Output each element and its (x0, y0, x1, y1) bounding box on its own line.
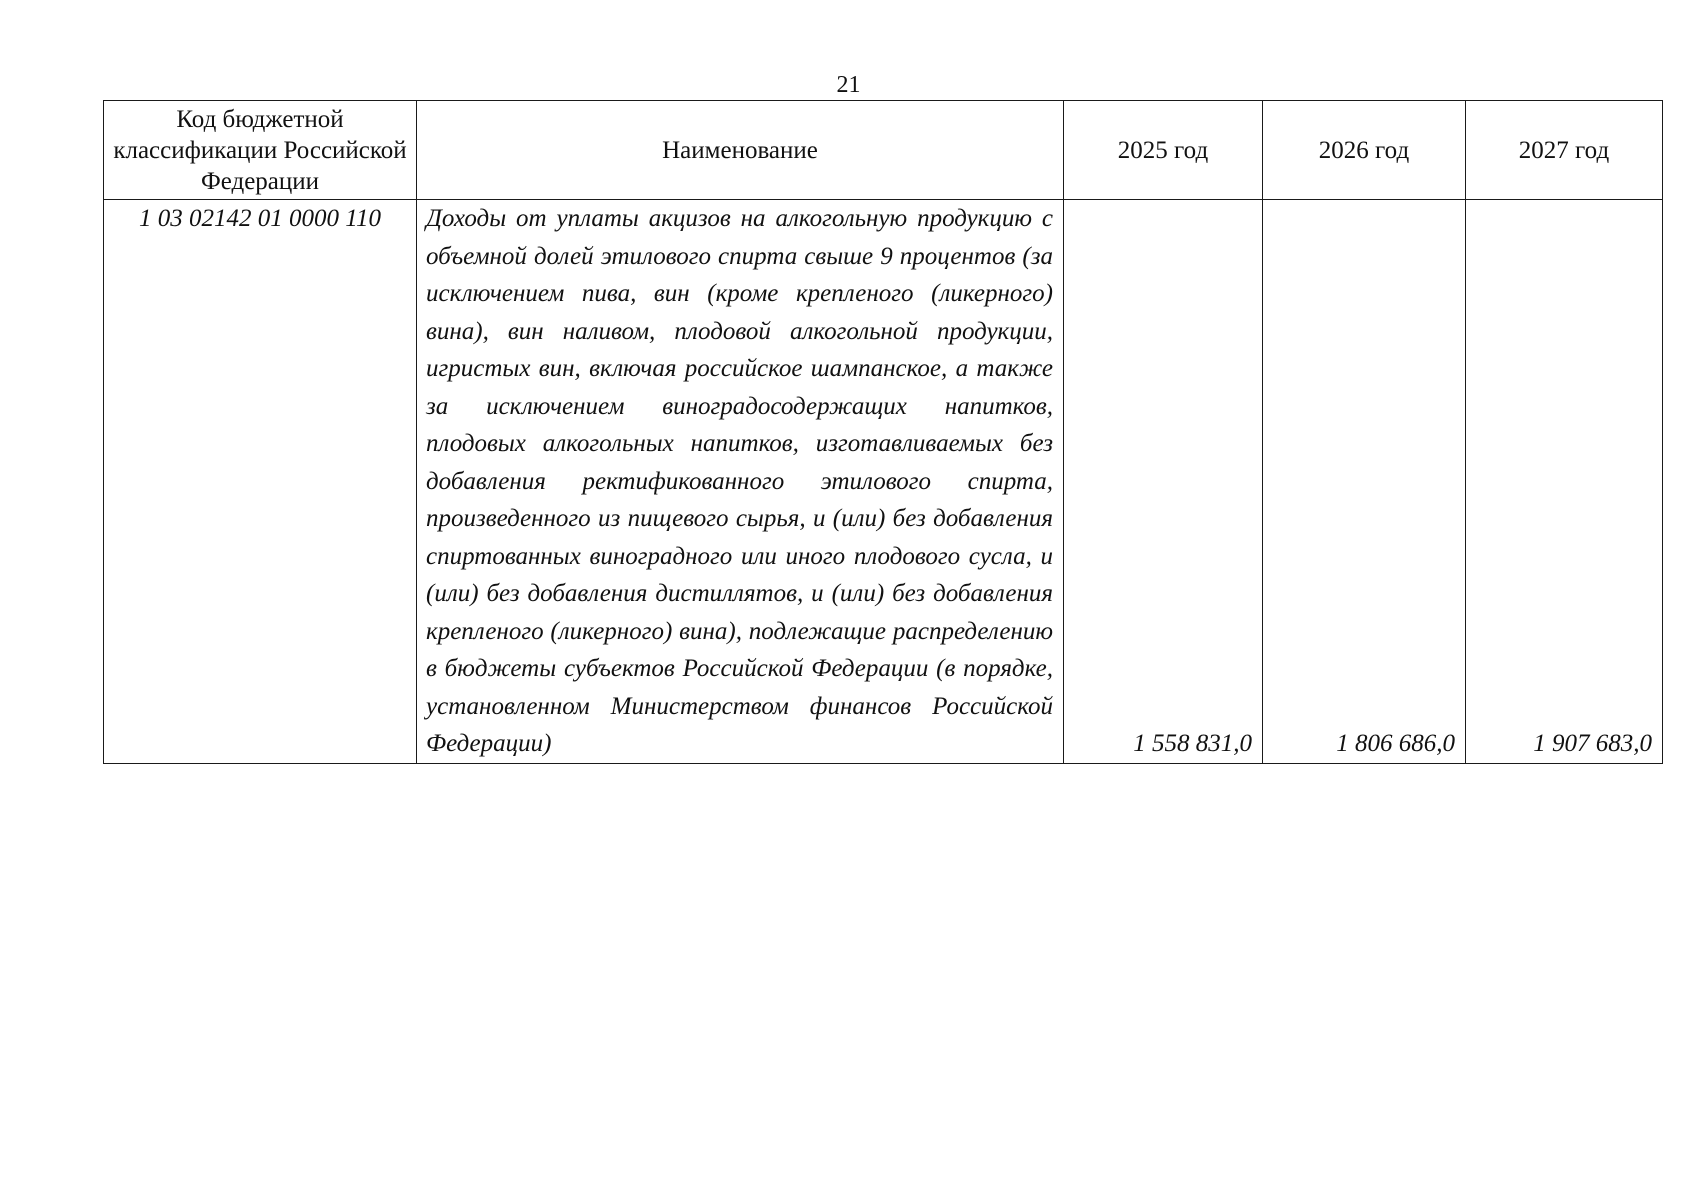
budget-revenue-table (103, 100, 1663, 764)
header-year-2025: 2025 год (1064, 101, 1263, 200)
value-2025-cell: 1 558 831,0 (1064, 200, 1263, 764)
revenue-name-cell: Доходы от уплаты акцизов на алкогольную продукцию с объемной долей этилового спирта свыше 9 процентов (за исключением пива, вин (кроме крепленого (ликерного) вина), вин наливом, плодовой алкогольной продукции, игристых вин, включая российское шампанское, а также за исключением виноградосодержащих напитков, плодовых алкогольных напитков, изготавливаемых без добавления ректификованного этилового спирта, произведенного из пищевого сырья, и (или) без добавления спиртованных виноградного или иного плодового сусла, и (или) без добавления дистиллятов, и (или) без добавления крепленого (ликерного) вина), подлежащие распределению в бюджеты субъектов Российской Федерации (в порядке, установленном Министерством финансов Российской Федерации) (417, 200, 1064, 764)
value-2026-cell: 1 806 686,0 (1263, 200, 1466, 764)
budget-code-cell: 1 03 02142 01 0000 110 (104, 200, 417, 764)
header-code: Код бюджетной классификации Российской Федерации (104, 101, 417, 200)
page-number: 21 (836, 72, 861, 98)
header-name: Наименование (417, 101, 1064, 200)
table-header-row (104, 101, 1663, 200)
header-year-2026: 2026 год (1263, 101, 1466, 200)
value-2027-cell: 1 907 683,0 (1466, 200, 1663, 764)
table-row (104, 200, 1663, 764)
header-year-2027: 2027 год (1466, 101, 1663, 200)
